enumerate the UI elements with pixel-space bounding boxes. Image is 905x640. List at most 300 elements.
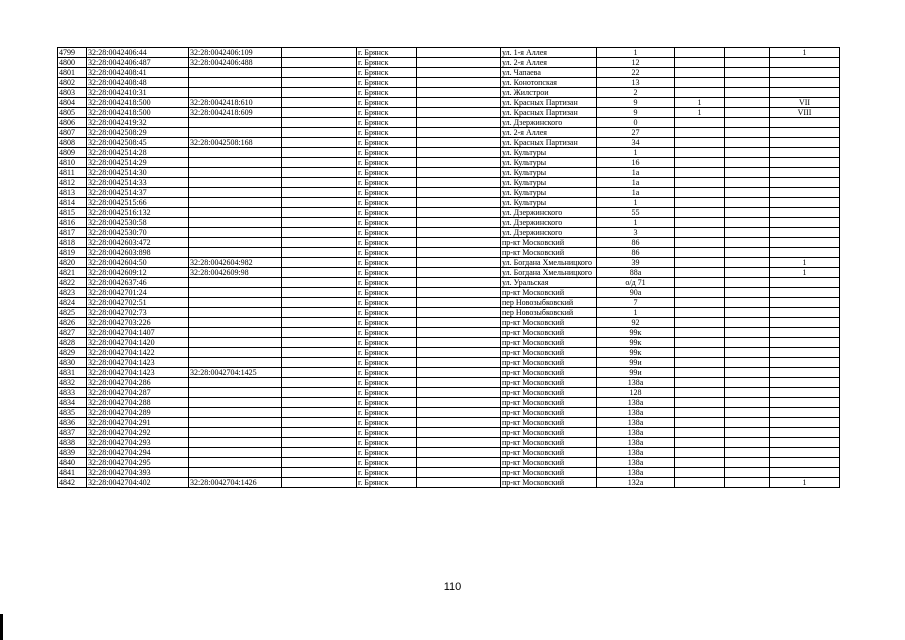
table-row: [58, 208, 840, 218]
flag-column-cell: [675, 248, 725, 258]
house-number-cell: 138а: [597, 428, 675, 438]
empty-column-10-cell: [725, 78, 770, 88]
city-cell: г. Брянск: [357, 148, 417, 158]
house-number-cell: 138а: [597, 398, 675, 408]
empty-column-4-cell: [282, 378, 357, 388]
flag-column-cell: [675, 338, 725, 348]
cadastral-number-cell: 32:28:0042702:73: [87, 308, 189, 318]
street-cell: ул. Культуры: [501, 178, 597, 188]
apartment-number-cell: [770, 418, 840, 428]
related-cadastral-number-cell: 32:28:0042704:1425: [189, 368, 282, 378]
house-number-cell: 55: [597, 208, 675, 218]
empty-column-10-cell: [725, 378, 770, 388]
street-cell: ул. Красных Партизан: [501, 98, 597, 108]
table-row: [58, 198, 840, 208]
row-number-cell: 4834: [58, 398, 87, 408]
flag-column-cell: [675, 438, 725, 448]
row-number-cell: 4833: [58, 388, 87, 398]
table-row: [58, 368, 840, 378]
city-cell: г. Брянск: [357, 258, 417, 268]
related-cadastral-number-cell: [189, 128, 282, 138]
empty-column-10-cell: [725, 48, 770, 58]
empty-column-4-cell: [282, 168, 357, 178]
empty-column-6-cell: [417, 248, 501, 258]
table-row: [58, 388, 840, 398]
table-row: [58, 348, 840, 358]
city-cell: г. Брянск: [357, 458, 417, 468]
row-number-cell: 4800: [58, 58, 87, 68]
cadastral-number-cell: 32:28:0042704:1423: [87, 368, 189, 378]
apartment-number-cell: [770, 138, 840, 148]
empty-column-10-cell: [725, 388, 770, 398]
cadastral-number-cell: 32:28:0042514:37: [87, 188, 189, 198]
flag-column-cell: [675, 138, 725, 148]
city-cell: г. Брянск: [357, 288, 417, 298]
apartment-number-cell: [770, 58, 840, 68]
street-cell: пр-кт Московский: [501, 458, 597, 468]
row-number-cell: 4821: [58, 268, 87, 278]
empty-column-10-cell: [725, 368, 770, 378]
city-cell: г. Брянск: [357, 328, 417, 338]
empty-column-6-cell: [417, 418, 501, 428]
house-number-cell: 9: [597, 108, 675, 118]
row-number-cell: 4809: [58, 148, 87, 158]
house-number-cell: 3: [597, 228, 675, 238]
table-row: [58, 418, 840, 428]
cadastral-number-cell: 32:28:0042603:898: [87, 248, 189, 258]
related-cadastral-number-cell: [189, 418, 282, 428]
cadastral-number-cell: 32:28:0042508:29: [87, 128, 189, 138]
empty-column-6-cell: [417, 128, 501, 138]
empty-column-6-cell: [417, 278, 501, 288]
empty-column-10-cell: [725, 148, 770, 158]
empty-column-6-cell: [417, 358, 501, 368]
city-cell: г. Брянск: [357, 428, 417, 438]
cadastral-number-cell: 32:28:0042704:287: [87, 388, 189, 398]
empty-column-6-cell: [417, 188, 501, 198]
apartment-number-cell: VIII: [770, 108, 840, 118]
row-number-cell: 4818: [58, 238, 87, 248]
city-cell: г. Брянск: [357, 348, 417, 358]
empty-column-10-cell: [725, 288, 770, 298]
flag-column-cell: [675, 368, 725, 378]
empty-column-10-cell: [725, 438, 770, 448]
related-cadastral-number-cell: [189, 168, 282, 178]
house-number-cell: 86: [597, 238, 675, 248]
table-row: [58, 118, 840, 128]
empty-column-4-cell: [282, 78, 357, 88]
house-number-cell: 132а: [597, 478, 675, 488]
table-row: [58, 278, 840, 288]
empty-column-6-cell: [417, 348, 501, 358]
empty-column-6-cell: [417, 218, 501, 228]
house-number-cell: 12: [597, 58, 675, 68]
empty-column-4-cell: [282, 58, 357, 68]
empty-column-10-cell: [725, 298, 770, 308]
apartment-number-cell: [770, 168, 840, 178]
street-cell: ул. Богдана Хмельницкого: [501, 258, 597, 268]
row-number-cell: 4807: [58, 128, 87, 138]
empty-column-10-cell: [725, 318, 770, 328]
empty-column-4-cell: [282, 258, 357, 268]
house-number-cell: 138а: [597, 448, 675, 458]
street-cell: ул. Уральская: [501, 278, 597, 288]
empty-column-6-cell: [417, 198, 501, 208]
row-number-cell: 4836: [58, 418, 87, 428]
street-cell: пр-кт Московский: [501, 378, 597, 388]
street-cell: пр-кт Московский: [501, 238, 597, 248]
city-cell: г. Брянск: [357, 368, 417, 378]
table-row: [58, 458, 840, 468]
empty-column-6-cell: [417, 328, 501, 338]
related-cadastral-number-cell: [189, 208, 282, 218]
empty-column-6-cell: [417, 158, 501, 168]
street-cell: ул. Дзержинского: [501, 118, 597, 128]
city-cell: г. Брянск: [357, 438, 417, 448]
empty-column-10-cell: [725, 158, 770, 168]
empty-column-10-cell: [725, 88, 770, 98]
street-cell: пр-кт Московский: [501, 398, 597, 408]
table-row: [58, 328, 840, 338]
empty-column-6-cell: [417, 148, 501, 158]
house-number-cell: о/д 71: [597, 278, 675, 288]
empty-column-4-cell: [282, 48, 357, 58]
flag-column-cell: [675, 348, 725, 358]
house-number-cell: 7: [597, 298, 675, 308]
related-cadastral-number-cell: [189, 158, 282, 168]
apartment-number-cell: [770, 368, 840, 378]
row-number-cell: 4813: [58, 188, 87, 198]
related-cadastral-number-cell: [189, 278, 282, 288]
empty-column-4-cell: [282, 428, 357, 438]
row-number-cell: 4804: [58, 98, 87, 108]
cadastral-number-cell: 32:28:0042515:66: [87, 198, 189, 208]
empty-column-6-cell: [417, 98, 501, 108]
related-cadastral-number-cell: [189, 148, 282, 158]
empty-column-6-cell: [417, 378, 501, 388]
flag-column-cell: [675, 188, 725, 198]
cadastral-number-cell: 32:28:0042604:50: [87, 258, 189, 268]
flag-column-cell: [675, 238, 725, 248]
related-cadastral-number-cell: [189, 448, 282, 458]
row-number-cell: 4819: [58, 248, 87, 258]
row-number-cell: 4828: [58, 338, 87, 348]
empty-column-6-cell: [417, 368, 501, 378]
apartment-number-cell: [770, 468, 840, 478]
empty-column-10-cell: [725, 268, 770, 278]
related-cadastral-number-cell: [189, 188, 282, 198]
row-number-cell: 4839: [58, 448, 87, 458]
house-number-cell: 128: [597, 388, 675, 398]
row-number-cell: 4829: [58, 348, 87, 358]
related-cadastral-number-cell: [189, 398, 282, 408]
cadastral-number-cell: 32:28:0042704:288: [87, 398, 189, 408]
related-cadastral-number-cell: [189, 78, 282, 88]
table-row: [58, 378, 840, 388]
city-cell: г. Брянск: [357, 398, 417, 408]
cadastral-number-cell: 32:28:0042514:29: [87, 158, 189, 168]
house-number-cell: 13: [597, 78, 675, 88]
cadastral-number-cell: 32:28:0042530:58: [87, 218, 189, 228]
street-cell: ул. Культуры: [501, 158, 597, 168]
street-cell: пр-кт Московский: [501, 248, 597, 258]
row-number-cell: 4820: [58, 258, 87, 268]
apartment-number-cell: 1: [770, 48, 840, 58]
street-cell: ул. 2-я Аллея: [501, 128, 597, 138]
cadastral-number-cell: 32:28:0042704:286: [87, 378, 189, 388]
city-cell: г. Брянск: [357, 338, 417, 348]
empty-column-6-cell: [417, 448, 501, 458]
house-number-cell: 138а: [597, 408, 675, 418]
flag-column-cell: [675, 358, 725, 368]
empty-column-6-cell: [417, 308, 501, 318]
empty-column-6-cell: [417, 238, 501, 248]
house-number-cell: 0: [597, 118, 675, 128]
row-number-cell: 4806: [58, 118, 87, 128]
street-cell: пр-кт Московский: [501, 368, 597, 378]
city-cell: г. Брянск: [357, 388, 417, 398]
apartment-number-cell: [770, 148, 840, 158]
table-row: [58, 138, 840, 148]
empty-column-10-cell: [725, 468, 770, 478]
apartment-number-cell: 1: [770, 258, 840, 268]
empty-column-6-cell: [417, 318, 501, 328]
row-number-cell: 4822: [58, 278, 87, 288]
street-cell: пр-кт Московский: [501, 348, 597, 358]
city-cell: г. Брянск: [357, 58, 417, 68]
page-number: 110: [443, 581, 462, 593]
apartment-number-cell: [770, 118, 840, 128]
empty-column-4-cell: [282, 468, 357, 478]
city-cell: г. Брянск: [357, 298, 417, 308]
street-cell: пр-кт Московский: [501, 468, 597, 478]
city-cell: г. Брянск: [357, 308, 417, 318]
empty-column-4-cell: [282, 408, 357, 418]
city-cell: г. Брянск: [357, 168, 417, 178]
house-number-cell: 1: [597, 148, 675, 158]
related-cadastral-number-cell: [189, 458, 282, 468]
apartment-number-cell: [770, 278, 840, 288]
city-cell: г. Брянск: [357, 108, 417, 118]
city-cell: г. Брянск: [357, 98, 417, 108]
related-cadastral-number-cell: [189, 218, 282, 228]
street-cell: пр-кт Московский: [501, 338, 597, 348]
related-cadastral-number-cell: [189, 288, 282, 298]
empty-column-10-cell: [725, 108, 770, 118]
flag-column-cell: [675, 328, 725, 338]
flag-column-cell: [675, 258, 725, 268]
empty-column-6-cell: [417, 388, 501, 398]
cadastral-number-cell: 32:28:0042704:292: [87, 428, 189, 438]
table-row: [58, 448, 840, 458]
flag-column-cell: [675, 58, 725, 68]
empty-column-6-cell: [417, 108, 501, 118]
related-cadastral-number-cell: [189, 318, 282, 328]
street-cell: ул. Дзержинского: [501, 228, 597, 238]
apartment-number-cell: [770, 188, 840, 198]
house-number-cell: 27: [597, 128, 675, 138]
empty-column-4-cell: [282, 298, 357, 308]
street-cell: ул. 1-я Аллея: [501, 48, 597, 58]
table-row: [58, 268, 840, 278]
city-cell: г. Брянск: [357, 228, 417, 238]
empty-column-4-cell: [282, 228, 357, 238]
empty-column-4-cell: [282, 318, 357, 328]
related-cadastral-number-cell: [189, 118, 282, 128]
city-cell: г. Брянск: [357, 378, 417, 388]
scan-edge-mark: [0, 614, 3, 640]
city-cell: г. Брянск: [357, 248, 417, 258]
related-cadastral-number-cell: [189, 468, 282, 478]
cadastral-number-cell: 32:28:0042514:28: [87, 148, 189, 158]
registry-table-body: [58, 48, 840, 488]
empty-column-6-cell: [417, 268, 501, 278]
empty-column-6-cell: [417, 398, 501, 408]
flag-column-cell: [675, 278, 725, 288]
flag-column-cell: [675, 158, 725, 168]
related-cadastral-number-cell: [189, 248, 282, 258]
house-number-cell: 1а: [597, 188, 675, 198]
table-row: [58, 398, 840, 408]
related-cadastral-number-cell: 32:28:0042406:109: [189, 48, 282, 58]
cadastral-number-cell: 32:28:0042408:41: [87, 68, 189, 78]
city-cell: г. Брянск: [357, 198, 417, 208]
cadastral-number-cell: 32:28:0042704:294: [87, 448, 189, 458]
apartment-number-cell: [770, 88, 840, 98]
related-cadastral-number-cell: 32:28:0042604:982: [189, 258, 282, 268]
cadastral-number-cell: 32:28:0042418:500: [87, 98, 189, 108]
cadastral-number-cell: 32:28:0042530:70: [87, 228, 189, 238]
flag-column-cell: [675, 168, 725, 178]
table-row: [58, 248, 840, 258]
apartment-number-cell: [770, 158, 840, 168]
empty-column-6-cell: [417, 478, 501, 488]
house-number-cell: 138а: [597, 378, 675, 388]
empty-column-4-cell: [282, 248, 357, 258]
cadastral-number-cell: 32:28:0042704:393: [87, 468, 189, 478]
apartment-number-cell: [770, 228, 840, 238]
house-number-cell: 39: [597, 258, 675, 268]
apartment-number-cell: [770, 408, 840, 418]
empty-column-4-cell: [282, 328, 357, 338]
empty-column-4-cell: [282, 98, 357, 108]
row-number-cell: 4808: [58, 138, 87, 148]
cadastral-number-cell: 32:28:0042408:48: [87, 78, 189, 88]
flag-column-cell: [675, 308, 725, 318]
flag-column-cell: 1: [675, 108, 725, 118]
flag-column-cell: [675, 148, 725, 158]
cadastral-number-cell: 32:28:0042637:46: [87, 278, 189, 288]
house-number-cell: 1: [597, 48, 675, 58]
flag-column-cell: [675, 318, 725, 328]
cadastral-number-cell: 32:28:0042704:295: [87, 458, 189, 468]
table-row: [58, 318, 840, 328]
empty-column-4-cell: [282, 88, 357, 98]
flag-column-cell: [675, 458, 725, 468]
empty-column-6-cell: [417, 178, 501, 188]
cadastral-number-cell: 32:28:0042418:500: [87, 108, 189, 118]
row-number-cell: 4838: [58, 438, 87, 448]
related-cadastral-number-cell: 32:28:0042418:609: [189, 108, 282, 118]
table-row: [58, 308, 840, 318]
empty-column-4-cell: [282, 138, 357, 148]
table-row: [58, 428, 840, 438]
empty-column-10-cell: [725, 408, 770, 418]
apartment-number-cell: [770, 358, 840, 368]
street-cell: пр-кт Московский: [501, 428, 597, 438]
apartment-number-cell: [770, 378, 840, 388]
street-cell: ул. Культуры: [501, 148, 597, 158]
apartment-number-cell: [770, 178, 840, 188]
empty-column-10-cell: [725, 348, 770, 358]
cadastral-number-cell: 32:28:0042603:472: [87, 238, 189, 248]
empty-column-10-cell: [725, 138, 770, 148]
related-cadastral-number-cell: 32:28:0042406:488: [189, 58, 282, 68]
apartment-number-cell: [770, 438, 840, 448]
empty-column-10-cell: [725, 478, 770, 488]
table-row: [58, 148, 840, 158]
flag-column-cell: [675, 378, 725, 388]
row-number-cell: 4841: [58, 468, 87, 478]
table-row: [58, 178, 840, 188]
empty-column-6-cell: [417, 88, 501, 98]
house-number-cell: 1а: [597, 168, 675, 178]
empty-column-4-cell: [282, 388, 357, 398]
apartment-number-cell: [770, 338, 840, 348]
related-cadastral-number-cell: 32:28:0042704:1426: [189, 478, 282, 488]
house-number-cell: 90а: [597, 288, 675, 298]
table-row: [58, 58, 840, 68]
empty-column-6-cell: [417, 78, 501, 88]
city-cell: г. Брянск: [357, 278, 417, 288]
row-number-cell: 4801: [58, 68, 87, 78]
empty-column-6-cell: [417, 168, 501, 178]
empty-column-6-cell: [417, 258, 501, 268]
row-number-cell: 4830: [58, 358, 87, 368]
street-cell: пер Новозыбковский: [501, 298, 597, 308]
row-number-cell: 4835: [58, 408, 87, 418]
related-cadastral-number-cell: [189, 178, 282, 188]
related-cadastral-number-cell: [189, 358, 282, 368]
related-cadastral-number-cell: [189, 298, 282, 308]
house-number-cell: 99и: [597, 358, 675, 368]
row-number-cell: 4805: [58, 108, 87, 118]
empty-column-10-cell: [725, 248, 770, 258]
related-cadastral-number-cell: [189, 428, 282, 438]
table-row: [58, 128, 840, 138]
apartment-number-cell: [770, 388, 840, 398]
apartment-number-cell: [770, 458, 840, 468]
empty-column-4-cell: [282, 238, 357, 248]
empty-column-4-cell: [282, 348, 357, 358]
cadastral-number-cell: 32:28:0042704:1420: [87, 338, 189, 348]
row-number-cell: 4825: [58, 308, 87, 318]
apartment-number-cell: [770, 308, 840, 318]
flag-column-cell: [675, 428, 725, 438]
table-row: [58, 358, 840, 368]
cadastral-number-cell: 32:28:0042704:402: [87, 478, 189, 488]
empty-column-10-cell: [725, 218, 770, 228]
apartment-number-cell: [770, 298, 840, 308]
house-number-cell: 22: [597, 68, 675, 78]
house-number-cell: 9: [597, 98, 675, 108]
empty-column-4-cell: [282, 108, 357, 118]
related-cadastral-number-cell: [189, 388, 282, 398]
city-cell: г. Брянск: [357, 118, 417, 128]
related-cadastral-number-cell: [189, 68, 282, 78]
street-cell: пр-кт Московский: [501, 318, 597, 328]
table-row: [58, 288, 840, 298]
